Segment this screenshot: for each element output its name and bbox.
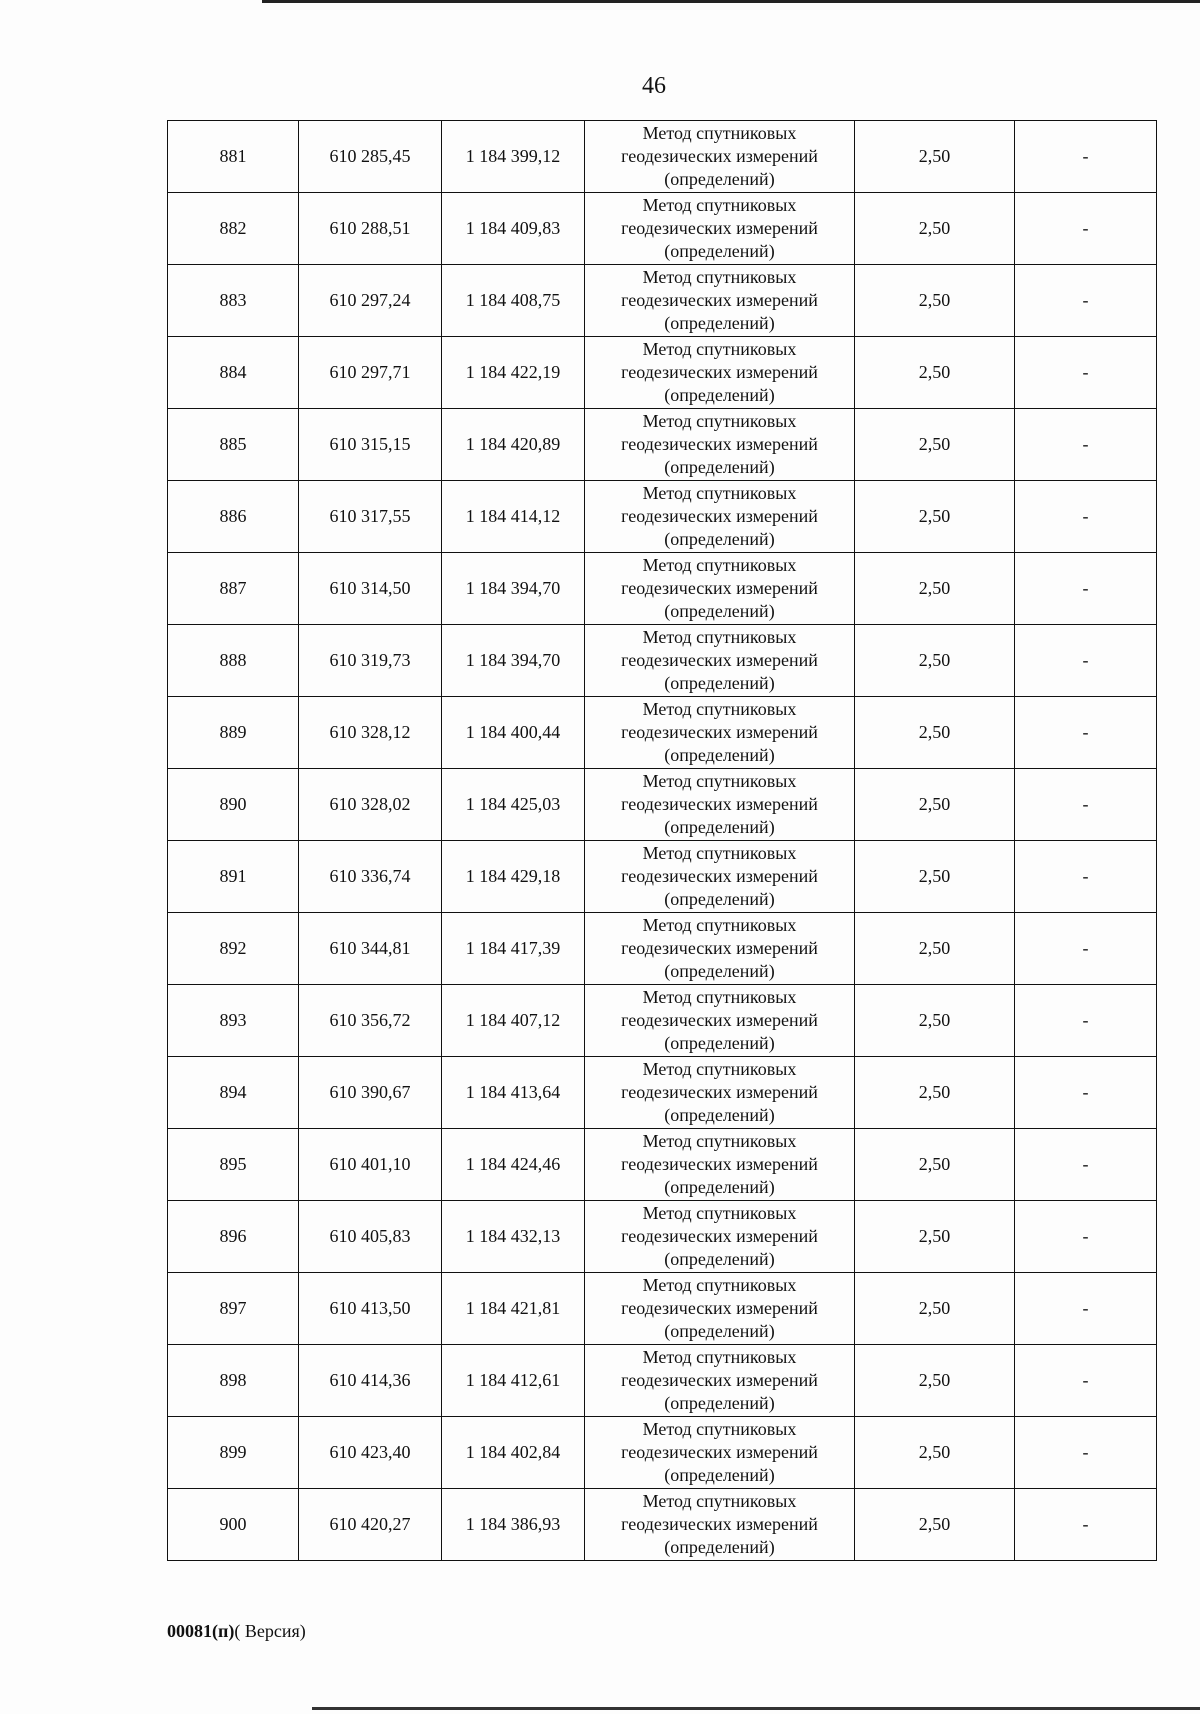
method-cell — [585, 985, 855, 1057]
table-row — [168, 553, 1157, 625]
method-text-line: геодезических измерений — [621, 290, 818, 310]
method-text-line: (определений) — [664, 1321, 775, 1341]
version-label: ( Версия) — [234, 1621, 306, 1641]
form-code: 00081(п) — [167, 1621, 235, 1641]
table-row — [168, 697, 1157, 769]
method-text-line: геодезических измерений — [621, 1082, 818, 1102]
method-text-line: геодезических измерений — [621, 1514, 818, 1534]
method-text-line: Метод спутниковых — [642, 1203, 797, 1223]
page-number: 46 — [642, 73, 666, 99]
point-number-cell: 900 — [168, 1489, 299, 1561]
note-cell: - — [1015, 121, 1157, 193]
accuracy-cell: 2,50 — [855, 1417, 1015, 1489]
coordinate-y-cell: 1 184 408,75 — [442, 265, 585, 337]
note-cell: - — [1015, 1417, 1157, 1489]
method-cell — [585, 1273, 855, 1345]
point-number-cell: 894 — [168, 1057, 299, 1129]
method-text-line: Метод спутниковых — [642, 267, 797, 287]
top-border-line — [262, 0, 1200, 3]
method-text-line: (определений) — [664, 673, 775, 693]
method-text-line: Метод спутниковых — [642, 1275, 797, 1295]
point-number-cell: 896 — [168, 1201, 299, 1273]
accuracy-cell: 2,50 — [855, 1057, 1015, 1129]
coordinate-y-cell: 1 184 422,19 — [442, 337, 585, 409]
table-row — [168, 265, 1157, 337]
method-cell — [585, 481, 855, 553]
method-text-line: геодезических измерений — [621, 506, 818, 526]
method-text-line: геодезических измерений — [621, 1298, 818, 1318]
method-text-line: Метод спутниковых — [642, 555, 797, 575]
method-text-line: (определений) — [664, 385, 775, 405]
method-cell — [585, 1201, 855, 1273]
coordinate-x-cell: 610 420,27 — [299, 1489, 442, 1561]
note-cell: - — [1015, 193, 1157, 265]
method-cell — [585, 697, 855, 769]
table-row — [168, 625, 1157, 697]
coordinate-x-cell: 610 285,45 — [299, 121, 442, 193]
method-text-line: геодезических измерений — [621, 434, 818, 454]
note-cell: - — [1015, 1057, 1157, 1129]
method-text-line: Метод спутниковых — [642, 843, 797, 863]
method-text-line: Метод спутниковых — [642, 123, 797, 143]
coordinate-x-cell: 610 390,67 — [299, 1057, 442, 1129]
method-text-line: (определений) — [664, 1249, 775, 1269]
table-row — [168, 841, 1157, 913]
note-cell: - — [1015, 337, 1157, 409]
accuracy-cell: 2,50 — [855, 1345, 1015, 1417]
note-cell: - — [1015, 985, 1157, 1057]
method-text-line: Метод спутниковых — [642, 411, 797, 431]
accuracy-cell: 2,50 — [855, 409, 1015, 481]
method-text-line: Метод спутниковых — [642, 1491, 797, 1511]
coordinates-table — [167, 120, 1157, 1561]
method-text-line: (определений) — [664, 241, 775, 261]
accuracy-cell: 2,50 — [855, 121, 1015, 193]
point-number-cell: 888 — [168, 625, 299, 697]
method-text-line: геодезических измерений — [621, 218, 818, 238]
method-cell — [585, 1129, 855, 1201]
method-text-line: Метод спутниковых — [642, 627, 797, 647]
point-number-cell: 891 — [168, 841, 299, 913]
coordinate-x-cell: 610 356,72 — [299, 985, 442, 1057]
method-cell — [585, 625, 855, 697]
coordinate-x-cell: 610 297,71 — [299, 337, 442, 409]
note-cell: - — [1015, 1201, 1157, 1273]
method-text-line: Метод спутниковых — [642, 1347, 797, 1367]
method-text-line: Метод спутниковых — [642, 987, 797, 1007]
method-cell — [585, 265, 855, 337]
method-text-line: (определений) — [664, 817, 775, 837]
method-text-line: геодезических измерений — [621, 1370, 818, 1390]
point-number-cell: 889 — [168, 697, 299, 769]
method-cell — [585, 409, 855, 481]
method-text-line: геодезических измерений — [621, 938, 818, 958]
method-text-line: геодезических измерений — [621, 146, 818, 166]
coordinate-x-cell: 610 328,02 — [299, 769, 442, 841]
method-text-line: (определений) — [664, 457, 775, 477]
table-row — [168, 193, 1157, 265]
coordinate-y-cell: 1 184 394,70 — [442, 625, 585, 697]
coordinate-x-cell: 610 317,55 — [299, 481, 442, 553]
coordinate-x-cell: 610 423,40 — [299, 1417, 442, 1489]
point-number-cell: 884 — [168, 337, 299, 409]
coordinate-y-cell: 1 184 421,81 — [442, 1273, 585, 1345]
method-text-line: геодезических измерений — [621, 650, 818, 670]
method-text-line: Метод спутниковых — [642, 1059, 797, 1079]
accuracy-cell: 2,50 — [855, 1129, 1015, 1201]
point-number-cell: 887 — [168, 553, 299, 625]
method-text-line: геодезических измерений — [621, 866, 818, 886]
note-cell: - — [1015, 1489, 1157, 1561]
note-cell: - — [1015, 625, 1157, 697]
coordinates-table-body — [168, 121, 1157, 1561]
coordinate-y-cell: 1 184 432,13 — [442, 1201, 585, 1273]
accuracy-cell: 2,50 — [855, 769, 1015, 841]
accuracy-cell: 2,50 — [855, 1201, 1015, 1273]
accuracy-cell: 2,50 — [855, 841, 1015, 913]
method-text-line: геодезических измерений — [621, 1010, 818, 1030]
table-row — [168, 1273, 1157, 1345]
coordinate-x-cell: 610 315,15 — [299, 409, 442, 481]
method-text-line: (определений) — [664, 745, 775, 765]
method-text-line: (определений) — [664, 313, 775, 333]
note-cell: - — [1015, 1345, 1157, 1417]
coordinate-y-cell: 1 184 429,18 — [442, 841, 585, 913]
method-text-line: (определений) — [664, 169, 775, 189]
note-cell: - — [1015, 409, 1157, 481]
note-cell: - — [1015, 553, 1157, 625]
coordinate-x-cell: 610 413,50 — [299, 1273, 442, 1345]
note-cell: - — [1015, 265, 1157, 337]
table-row — [168, 121, 1157, 193]
method-text-line: (определений) — [664, 601, 775, 621]
point-number-cell: 892 — [168, 913, 299, 985]
coordinate-y-cell: 1 184 402,84 — [442, 1417, 585, 1489]
coordinate-x-cell: 610 405,83 — [299, 1201, 442, 1273]
point-number-cell: 895 — [168, 1129, 299, 1201]
method-cell — [585, 337, 855, 409]
coordinate-x-cell: 610 297,24 — [299, 265, 442, 337]
method-text-line: (определений) — [664, 889, 775, 909]
method-cell — [585, 193, 855, 265]
coordinate-y-cell: 1 184 417,39 — [442, 913, 585, 985]
coordinate-y-cell: 1 184 409,83 — [442, 193, 585, 265]
point-number-cell: 893 — [168, 985, 299, 1057]
table-row — [168, 1057, 1157, 1129]
method-text-line: (определений) — [664, 961, 775, 981]
method-text-line: (определений) — [664, 529, 775, 549]
coordinate-x-cell: 610 288,51 — [299, 193, 442, 265]
method-text-line: (определений) — [664, 1465, 775, 1485]
accuracy-cell: 2,50 — [855, 697, 1015, 769]
point-number-cell: 881 — [168, 121, 299, 193]
accuracy-cell: 2,50 — [855, 265, 1015, 337]
method-cell — [585, 769, 855, 841]
coordinate-y-cell: 1 184 425,03 — [442, 769, 585, 841]
point-number-cell: 886 — [168, 481, 299, 553]
coordinate-y-cell: 1 184 414,12 — [442, 481, 585, 553]
point-number-cell: 882 — [168, 193, 299, 265]
point-number-cell: 890 — [168, 769, 299, 841]
coordinate-x-cell: 610 344,81 — [299, 913, 442, 985]
note-cell: - — [1015, 697, 1157, 769]
accuracy-cell: 2,50 — [855, 913, 1015, 985]
method-text-line: (определений) — [664, 1177, 775, 1197]
method-text-line: (определений) — [664, 1393, 775, 1413]
accuracy-cell: 2,50 — [855, 1489, 1015, 1561]
coordinate-x-cell: 610 401,10 — [299, 1129, 442, 1201]
method-text-line: геодезических измерений — [621, 794, 818, 814]
point-number-cell: 899 — [168, 1417, 299, 1489]
coordinate-y-cell: 1 184 412,61 — [442, 1345, 585, 1417]
accuracy-cell: 2,50 — [855, 625, 1015, 697]
method-text-line: геодезических измерений — [621, 578, 818, 598]
note-cell: - — [1015, 481, 1157, 553]
coordinate-y-cell: 1 184 420,89 — [442, 409, 585, 481]
method-cell — [585, 1345, 855, 1417]
table-row — [168, 1417, 1157, 1489]
table-row — [168, 481, 1157, 553]
accuracy-cell: 2,50 — [855, 481, 1015, 553]
point-number-cell: 898 — [168, 1345, 299, 1417]
note-cell: - — [1015, 841, 1157, 913]
accuracy-cell: 2,50 — [855, 1273, 1015, 1345]
point-number-cell: 897 — [168, 1273, 299, 1345]
table-row — [168, 1345, 1157, 1417]
method-text-line: Метод спутниковых — [642, 699, 797, 719]
table-row — [168, 1489, 1157, 1561]
accuracy-cell: 2,50 — [855, 337, 1015, 409]
method-text-line: Метод спутниковых — [642, 195, 797, 215]
method-text-line: (определений) — [664, 1105, 775, 1125]
accuracy-cell: 2,50 — [855, 193, 1015, 265]
method-cell — [585, 1057, 855, 1129]
method-text-line: Метод спутниковых — [642, 771, 797, 791]
table-row — [168, 769, 1157, 841]
method-text-line: Метод спутниковых — [642, 483, 797, 503]
coordinate-x-cell: 610 336,74 — [299, 841, 442, 913]
method-text-line: Метод спутниковых — [642, 339, 797, 359]
document-footer — [167, 1621, 306, 1642]
method-cell — [585, 553, 855, 625]
method-cell — [585, 121, 855, 193]
table-row — [168, 1129, 1157, 1201]
method-text-line: геодезических измерений — [621, 1154, 818, 1174]
method-text-line: геодезических измерений — [621, 1226, 818, 1246]
table-row — [168, 409, 1157, 481]
method-cell — [585, 841, 855, 913]
coordinate-y-cell: 1 184 394,70 — [442, 553, 585, 625]
coordinate-y-cell: 1 184 399,12 — [442, 121, 585, 193]
method-cell — [585, 1417, 855, 1489]
method-text-line: геодезических измерений — [621, 722, 818, 742]
table-row — [168, 985, 1157, 1057]
point-number-cell: 883 — [168, 265, 299, 337]
coordinate-y-cell: 1 184 413,64 — [442, 1057, 585, 1129]
method-text-line: геодезических измерений — [621, 362, 818, 382]
method-text-line: Метод спутниковых — [642, 915, 797, 935]
coordinate-y-cell: 1 184 424,46 — [442, 1129, 585, 1201]
bottom-border-line — [312, 1707, 1200, 1710]
method-text-line: геодезических измерений — [621, 1442, 818, 1462]
accuracy-cell: 2,50 — [855, 985, 1015, 1057]
method-text-line: (определений) — [664, 1033, 775, 1053]
note-cell: - — [1015, 913, 1157, 985]
method-text-line: Метод спутниковых — [642, 1131, 797, 1151]
note-cell: - — [1015, 769, 1157, 841]
table-row — [168, 337, 1157, 409]
point-number-cell: 885 — [168, 409, 299, 481]
note-cell: - — [1015, 1273, 1157, 1345]
accuracy-cell: 2,50 — [855, 553, 1015, 625]
table-row — [168, 1201, 1157, 1273]
method-text-line: Метод спутниковых — [642, 1419, 797, 1439]
coordinate-y-cell: 1 184 400,44 — [442, 697, 585, 769]
coordinate-x-cell: 610 319,73 — [299, 625, 442, 697]
method-cell — [585, 1489, 855, 1561]
coordinate-y-cell: 1 184 407,12 — [442, 985, 585, 1057]
coordinate-x-cell: 610 328,12 — [299, 697, 442, 769]
table-row — [168, 913, 1157, 985]
note-cell: - — [1015, 1129, 1157, 1201]
coordinate-y-cell: 1 184 386,93 — [442, 1489, 585, 1561]
method-cell — [585, 913, 855, 985]
coordinate-x-cell: 610 314,50 — [299, 553, 442, 625]
coordinate-x-cell: 610 414,36 — [299, 1345, 442, 1417]
method-text-line: (определений) — [664, 1537, 775, 1557]
